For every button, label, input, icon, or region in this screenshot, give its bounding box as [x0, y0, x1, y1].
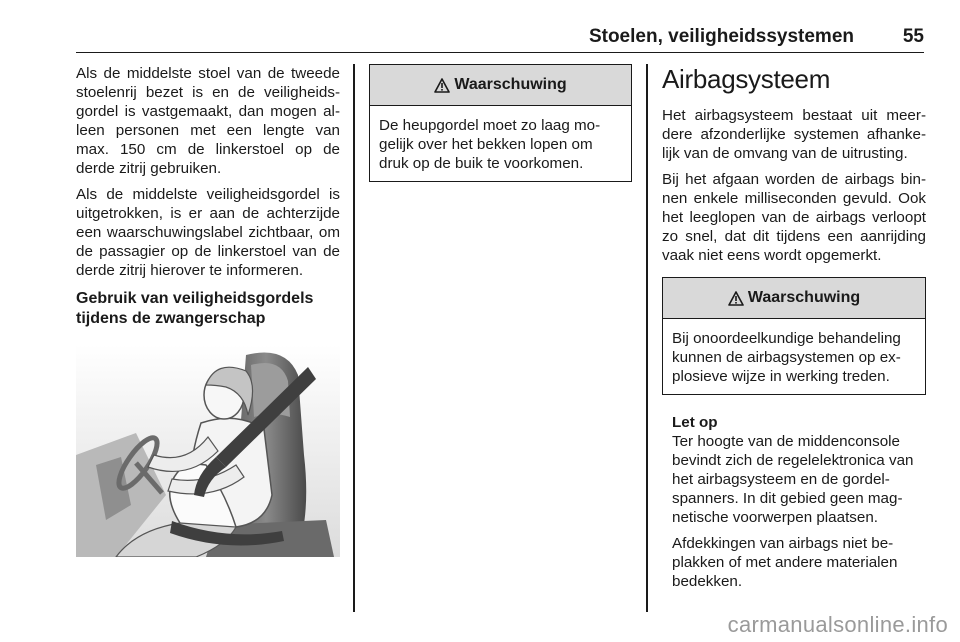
warning-body: [663, 319, 925, 394]
warning-triangle-icon: [728, 291, 744, 306]
paragraph-middle-seat: Als de middelste stoel van de tweede stoelenrij bezet is en de veiligheidsgordel is vastgemaakt, dan mogen alleen personen met een lengte van max. 150 cm de linkerstoel op de derde zitrij gebruiken.: [76, 65, 340, 177]
note-block: [672, 413, 926, 591]
column-divider-left: [353, 64, 355, 612]
warning-triangle-icon: [434, 78, 450, 93]
heading-pregnancy: Gebruik van veiligheidsgordels tijdens de zwangerschap: [76, 290, 314, 327]
paragraph-airbag-systems: Het airbagsysteem bestaat uit meerdere afzonderlijke systemen afhankelijk van de omvang van de uitrusting.: [662, 107, 926, 162]
watermark: carmanualsonline.info: [727, 612, 948, 637]
column-divider-right: [646, 64, 648, 612]
note-title: Let op: [672, 414, 718, 431]
warning-box-airbag: [662, 277, 926, 395]
paragraph-warning-label: Als de middelste veiligheidsgordel is uitgetrokken, is er aan de achterzijde een waarschuwingslabel zichtbaar, om de passagier op de linkerstoel van de derde zitrij hierover te informeren.: [76, 186, 340, 279]
section-title: Stoelen, veiligheidssystemen: [588, 26, 854, 47]
warning-header: [663, 278, 925, 319]
note-paragraph-covers: Afdekkingen van airbags niet beplakken of met andere materialen bedekken.: [672, 535, 898, 590]
warning-box-belt: [369, 64, 632, 182]
warning-title: Waarschuwing: [747, 289, 861, 306]
warning-body: [370, 106, 631, 181]
right-column: [662, 64, 926, 598]
warning-text: Bij onoordeelkundige behandeling kunnen de airbagsystemen op explosieve wijze in werking treden.: [672, 330, 901, 385]
page-number: 55: [902, 26, 924, 47]
page-header: [76, 24, 924, 53]
left-column: [76, 64, 340, 557]
warning-header: [370, 65, 631, 106]
heading-airbag: Airbagsysteem: [662, 64, 831, 94]
warning-title: Waarschuwing: [454, 76, 567, 93]
pregnant-woman-seatbelt-illustration: [76, 345, 340, 557]
middle-column: [369, 64, 632, 200]
note-paragraph-electronics: Ter hoogte van de middenconsole bevindt zich de regelelektronica van het airbagsysteem en de gordelspanners. In dit gebied geen magnetische voorwerpen plaatsen.: [672, 433, 914, 526]
warning-text: De heupgordel moet zo laag mogelijk over het bekken lopen om druk op de buik te voorkomen.: [379, 117, 601, 172]
paragraph-airbag-inflation: Bij het afgaan worden de airbags binnen enkele milliseconden gevuld. Ook het leeglopen van de airbags verloopt zo snel, dat dit tijdens een aanrijding vaak niet eens wordt opgemerkt.: [662, 171, 926, 264]
